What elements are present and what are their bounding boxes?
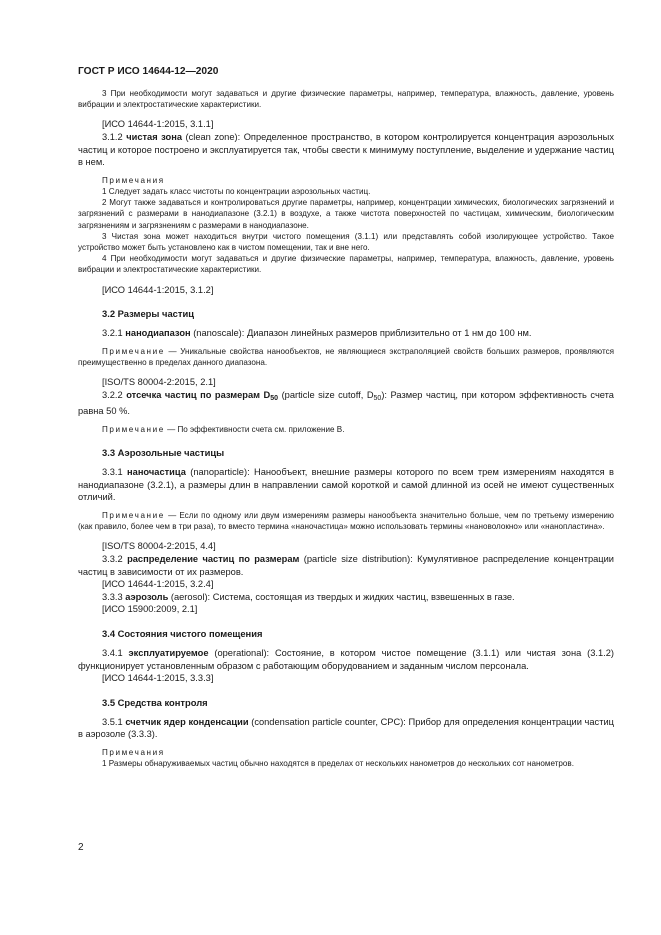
note-3-2-1 <box>78 346 614 368</box>
term-definition: (aerosol): Система, состоящая из твердых и жидких частиц, взвешенных в газе. <box>170 591 515 602</box>
note-3-5-1-1: 1 Размеры обнаруживаемых частиц обычно находятся в пределах от нескольких нанометров до нескольких сот нанометров. <box>102 759 574 769</box>
term-name: наночастица <box>127 467 186 478</box>
document-body <box>78 88 614 769</box>
term-name-text: отсечка частиц по размерам D <box>126 389 271 400</box>
definition-subscript: 50 <box>373 394 382 402</box>
note-1: 1 Следует задать класс чистоты по концентрации аэрозольных частиц. <box>102 186 371 196</box>
note-paragraph: 3 При необходимости могут задаваться и другие физические параметры, например, температура, влажность, давление, уровень вибрации и электростатические характеристики. <box>78 89 614 110</box>
term-definition: (particle size distribution): Кумулятивное распределение концентрации частиц в зависимости от их размеров. <box>78 553 615 577</box>
term-number: 3.1.2 <box>102 132 123 142</box>
term-3-3-1 <box>78 466 614 504</box>
term-number: 3.3.2 <box>102 553 123 564</box>
term-number: 3.3.3 <box>102 591 123 602</box>
document-header: ГОСТ Р ИСО 14644-12—2020 <box>78 66 219 77</box>
term-name: нанодиапазон <box>125 328 191 339</box>
notes-heading: Примечания <box>102 747 165 757</box>
term-subscript: 50 <box>270 394 279 402</box>
note-text: — Уникальные свойства нанообъектов, не являющиеся экстраполяцией свойств больших размеров, проявляются преимущественно в пределах данного диапазона. <box>78 346 614 367</box>
section-heading-3-5: 3.5 Средства контроля <box>102 696 208 708</box>
section-heading-3-3: 3.3 Аэрозольные частицы <box>102 447 225 459</box>
reference: [ISO/TS 80004-2:2015, 2.1] <box>102 377 216 388</box>
term-number: 3.3.1 <box>102 467 123 478</box>
term-3-3-3 <box>78 591 614 604</box>
section-heading-3-4: 3.4 Состояния чистого помещения <box>102 627 263 639</box>
note-label: Примечание <box>102 510 165 520</box>
reference: [ИСО 15900:2009, 2.1] <box>102 604 198 615</box>
term-3-4-1 <box>78 647 614 672</box>
reference: [ИСО 14644-1:2015, 3.3.3] <box>102 673 214 684</box>
term-name: распределение частиц по размерам <box>127 553 300 564</box>
reference: [ISO/TS 80004-2:2015, 4.4] <box>102 541 216 552</box>
term-name: чистая зона <box>126 132 182 142</box>
note-text: — По эффективности счета см. приложение В. <box>167 424 345 434</box>
term-number: 3.2.2 <box>102 389 123 400</box>
term-3-1-2 <box>78 131 614 169</box>
term-3-2-1 <box>78 327 614 340</box>
note-3-3-1 <box>78 510 614 532</box>
term-definition: (nanoscale): Диапазон линейных размеров приблизительно от 1 нм до 100 нм. <box>193 328 532 339</box>
term-number: 3.4.1 <box>102 647 123 658</box>
term-definition: (clean zone): Определенное пространство, в котором контролируется концентрация аэрозольных частиц и которое построено и эксплуатируется так, чтобы свести к минимуму поступление, выделение и удержание частиц в нем. <box>78 132 614 168</box>
note-2: 2 Могут также задаваться и контролироваться другие параметры, например, концентрации химических, биологических загрязнений и загрязнений с размерами в нанодиапазоне (3.2.1) в воздухе, а также чистота поверхностей по частицам, химическим, биологическим загрязнениям и загрязнениям с размерами в нанодиапазоне. <box>78 198 614 230</box>
term-name <box>126 390 278 400</box>
term-definition: (operational): Состояние, в котором чистое помещение (3.1.1) или чистая зона (3.1.2) функционирует установленным образом с работающим оборудованием и заданным числом персонала. <box>78 647 614 671</box>
page-number: 2 <box>78 842 84 853</box>
term-3-2-2 <box>78 389 614 418</box>
term-name: аэрозоль <box>125 591 169 602</box>
section-heading-3-2: 3.2 Размеры частиц <box>102 308 194 320</box>
term-name: счетчик ядер конденсации <box>125 716 249 727</box>
reference: [ИСО 14644-1:2015, 3.2.4] <box>102 579 214 590</box>
term-number: 3.2.1 <box>102 328 123 339</box>
note-label: Примечание <box>102 346 165 356</box>
note-3-2-2 <box>78 424 614 435</box>
term-3-3-2 <box>78 553 614 578</box>
note-4: 4 При необходимости могут задаваться и другие физические параметры, например, температура, влажность, давление, уровень вибрации и электростатические характеристики. <box>78 254 614 275</box>
term-name: эксплуатируемое <box>128 647 209 658</box>
note-3: 3 Чистая зона может находиться внутри чистого помещения (3.1.1) или представлять собой изолирующее устройство. Такое устройство может быть установлено как в чистом помещении, так и вне него. <box>78 231 614 252</box>
term-definition: (condensation particle counter, CPC): Прибор для определения концентрации частиц в аэрозоле (3.3.3). <box>78 716 614 740</box>
note-label: Примечание <box>102 424 165 434</box>
reference: [ИСО 14644-1:2015, 3.1.1] <box>102 119 214 130</box>
reference: [ИСО 14644-1:2015, 3.1.2] <box>102 284 214 295</box>
term-definition-a: (particle size cutoff, D <box>281 389 374 400</box>
term-definition: (nanoparticle): Нанообъект, внешние размеры которого по всем трем измерениям находятся в нанодиапазоне (3.2.1), а размеры длин в направлении самой короткой и самой длинной из осей не имеют существенных отличий. <box>78 467 614 503</box>
notes-heading: Примечания <box>102 175 165 185</box>
term-3-5-1 <box>78 716 614 741</box>
term-number: 3.5.1 <box>102 716 123 727</box>
term-definition-b: ): Размер частиц, при котором эффективность счета равна 50 %. <box>78 389 614 417</box>
note-text: — Если по одному или двум измерениям размеры нанообъекта значительно больше, чем по третьему измерению (как правило, более чем в три раза), то вместо термина «наночастица» можно использовать термины «нановолокно» или «нанопластина». <box>78 510 615 532</box>
